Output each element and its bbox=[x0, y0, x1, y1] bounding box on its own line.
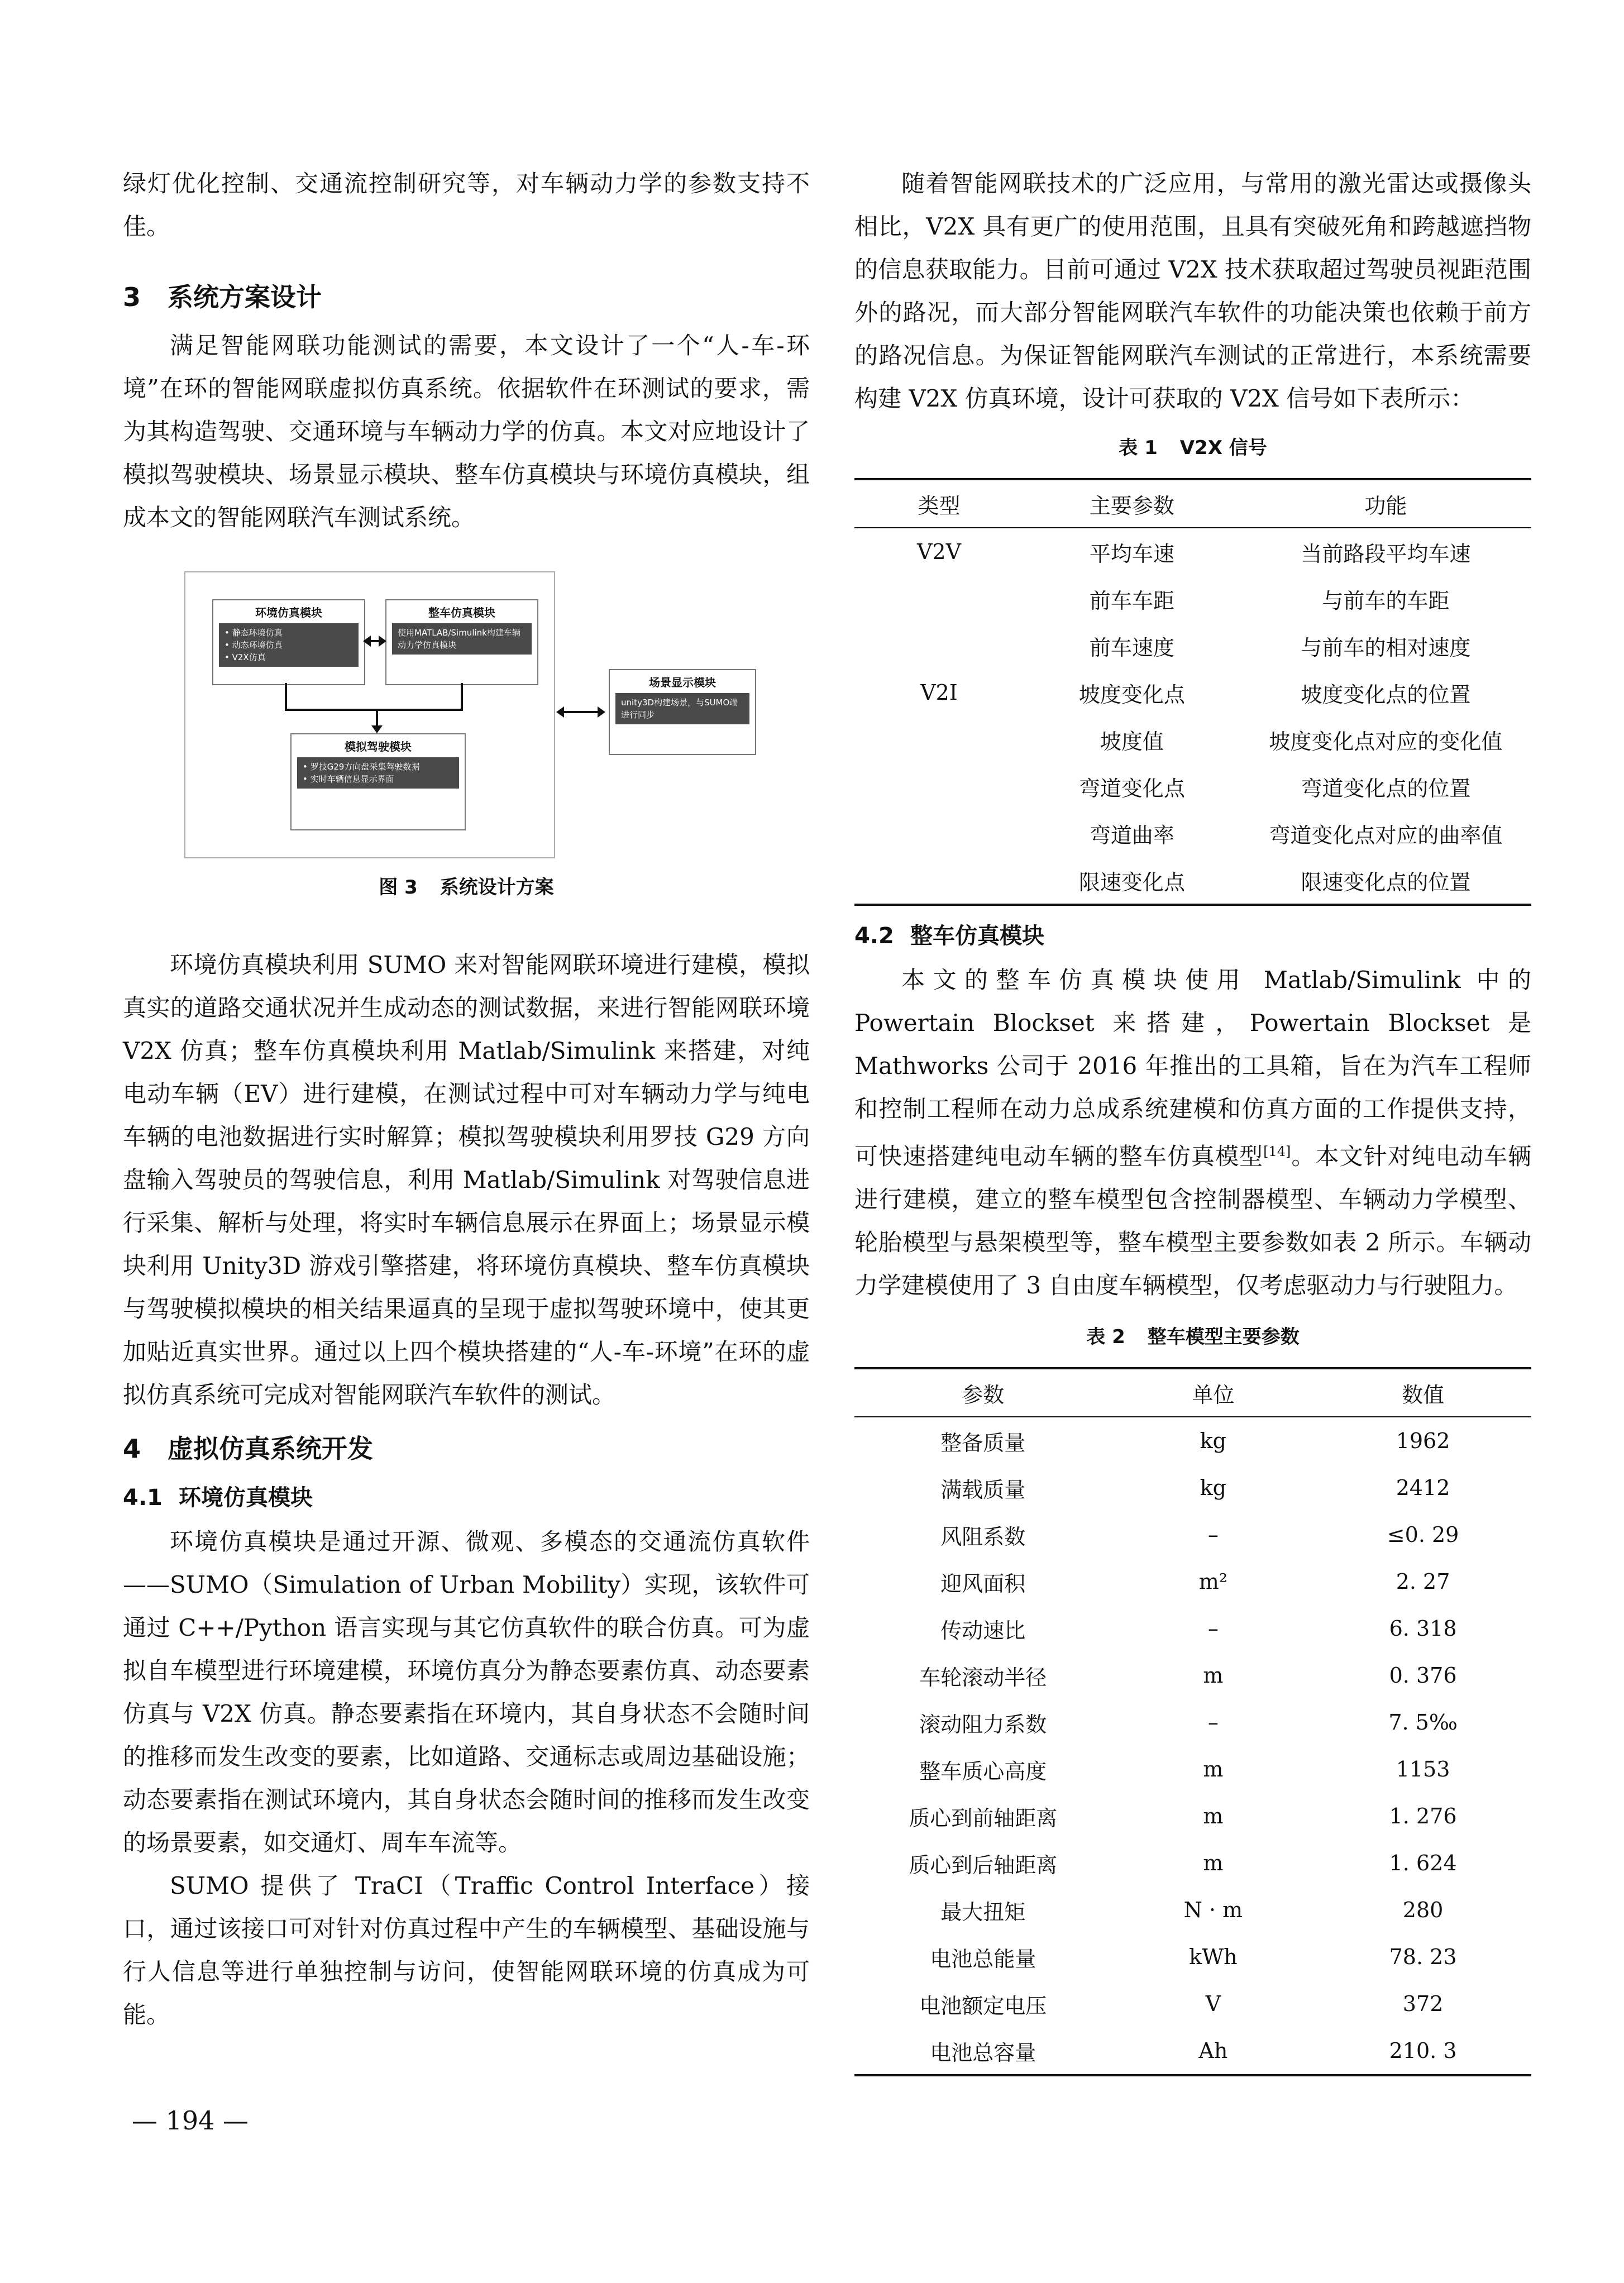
table-cell: V2I bbox=[920, 680, 958, 705]
arrow-frame-scene bbox=[564, 711, 598, 713]
subsection-number: 4.1 bbox=[123, 1485, 163, 1511]
section-title: 虚拟仿真系统开发 bbox=[168, 1434, 373, 1464]
table-cell bbox=[854, 763, 1024, 810]
table-row bbox=[854, 1511, 1531, 1558]
env-sim-box bbox=[212, 599, 365, 685]
table-cell: 满载质量 bbox=[940, 1477, 1026, 1502]
section-title: 系统方案设计 bbox=[168, 282, 322, 312]
env-sim-title: 环境仿真模块 bbox=[255, 606, 322, 619]
table-cell: – bbox=[1207, 1710, 1219, 1735]
table-cell: 与前车的相对速度 bbox=[1301, 635, 1471, 660]
table-cell: 坡度变化点 bbox=[1078, 682, 1185, 707]
table-cell: 2412 bbox=[1396, 1475, 1450, 1500]
v2x-paragraph: 随着智能网联技术的广泛应用，与常用的激光雷达或摄像头相比，V2X 具有更广的使用范围，且具有突破死角和跨越遮挡物的信息获取能力。目前可通过 V2X 技术获取超过驾驶员视距范围外的路况，而大部分智能网联汽车软件的功能决策也依赖于前方的路况信息。为保证智能网联汽车测试的正常进行，本系统需要构建 V2X 仿真环境，设计可获取的 V2X 信号如下表所示： bbox=[854, 170, 1531, 412]
table-caption-text: 整车模型主要参数 bbox=[1147, 1326, 1300, 1348]
table-cell: 电池总能量 bbox=[930, 1946, 1037, 1971]
connector-veh-down bbox=[461, 683, 463, 710]
arrowhead-left bbox=[556, 706, 564, 718]
table-row bbox=[854, 1793, 1531, 1840]
table-cell: ≤0. 29 bbox=[1387, 1522, 1459, 1547]
section-3-heading bbox=[123, 270, 810, 324]
table-cell bbox=[854, 810, 1024, 857]
table-row bbox=[854, 622, 1531, 669]
table-cell bbox=[854, 575, 1024, 622]
table-cell: 0. 376 bbox=[1389, 1663, 1457, 1688]
table-cell: m² bbox=[1198, 1569, 1227, 1594]
table-row bbox=[854, 1605, 1531, 1652]
table-row bbox=[854, 1933, 1531, 1980]
modules-paragraph: 环境仿真模块利用 SUMO 来对智能网联环境进行建模，模拟真实的道路交通状况并生成动态的测试数据，来进行智能网联环境 V2X 仿真；整车仿真模块利用 Matlab/Simulink 来搭建，对纯电动车辆（EV）进行建模，在测试过程中可对车辆动力学与纯电车辆的电池数据进行实时解算；模拟驾驶模块利用罗技 G29 方向盘输入驾驶员的驾驶信息，利用 Matlab/Simulink 对驾驶信息进行采集、解析与处理，将实时车辆信息展示在界面上；场景显示模块利用 Unity3D 游戏引擎搭建，将环境仿真模块、整车仿真模块与驾驶模拟模块的相关结果逼真的呈现于虚拟驾驶环境中，使其更加贴近真实世界。通过以上四个模块搭建的“人-车-环境”在环的虚拟仿真系统可完成对智能网联汽车软件的测试。 bbox=[123, 951, 810, 1408]
table-cell: 最大扭矩 bbox=[940, 1899, 1026, 1924]
table-cell: 限速变化点的位置 bbox=[1301, 870, 1471, 895]
table-cell: 电池总容量 bbox=[930, 2040, 1037, 2065]
table-row bbox=[854, 528, 1531, 575]
table-cell: 弯道变化点 bbox=[1078, 776, 1185, 801]
table-header-cell: 数值 bbox=[1402, 1382, 1445, 1407]
table-row bbox=[854, 1746, 1531, 1793]
connector-env-down bbox=[285, 683, 287, 710]
table-cell: 坡度变化点对应的变化值 bbox=[1269, 729, 1503, 754]
table-cell: 78. 23 bbox=[1389, 1945, 1457, 1969]
arrowhead-right bbox=[379, 636, 386, 647]
table-header-row bbox=[854, 479, 1531, 528]
section-4-heading bbox=[123, 1422, 810, 1475]
table-cell: Ah bbox=[1198, 2038, 1228, 2063]
figure-caption-number: 图 3 bbox=[379, 876, 418, 899]
table-row bbox=[854, 1886, 1531, 1933]
table-cell: 1153 bbox=[1396, 1757, 1450, 1781]
env-item: • V2X仿真 bbox=[225, 652, 266, 662]
drive-item: • 罗技G29方向盘采集驾驶数据 bbox=[303, 762, 420, 772]
section-3-paragraph: 满足智能网联功能测试的需要，本文设计了一个“人-车-环境”在环的智能网联虚拟仿真系统。依据软件在环测试的要求，需为其构造驾驶、交通环境与车辆动力学的仿真。本文对应地设计了模拟驾驶模块、场景显示模块、整车仿真模块与环境仿真模块，组成本文的智能网联汽车测试系统。 bbox=[123, 332, 810, 531]
table-cell: 限速变化点 bbox=[1078, 870, 1185, 895]
table-cell: 坡度值 bbox=[1100, 729, 1164, 754]
table-cell: 弯道曲率 bbox=[1089, 823, 1174, 848]
table-row bbox=[854, 2027, 1531, 2075]
table-header-cell: 功能 bbox=[1364, 493, 1407, 518]
table-cell: 210. 3 bbox=[1389, 2038, 1457, 2063]
table-header-cell: 单位 bbox=[1192, 1382, 1235, 1407]
table-cell bbox=[854, 622, 1024, 669]
table-cell: 与前车的车距 bbox=[1322, 588, 1450, 613]
table-cell: N · m bbox=[1183, 1898, 1243, 1922]
table-cell: 传动速比 bbox=[940, 1618, 1026, 1643]
vehicle-sim-title: 整车仿真模块 bbox=[428, 606, 495, 619]
table-caption-number: 表 2 bbox=[1086, 1326, 1125, 1348]
table-row bbox=[854, 763, 1531, 810]
table-row bbox=[854, 1558, 1531, 1605]
subsection-4-1-heading bbox=[123, 1475, 810, 1520]
table-cell: 弯道变化点对应的曲率值 bbox=[1269, 823, 1503, 848]
citation: [14] bbox=[1263, 1144, 1291, 1159]
connector-drive-up bbox=[376, 709, 378, 728]
table-row bbox=[854, 716, 1531, 763]
vehicle-sim-box bbox=[385, 599, 538, 685]
table-cell: 2. 27 bbox=[1396, 1569, 1450, 1594]
page-number: — 194 — bbox=[132, 2105, 249, 2136]
table-cell: kg bbox=[1200, 1429, 1227, 1453]
table-cell: 坡度变化点的位置 bbox=[1301, 682, 1471, 707]
table-row bbox=[854, 810, 1531, 857]
table-cell: 风阻系数 bbox=[940, 1524, 1026, 1549]
table-caption-text: V2X 信号 bbox=[1179, 437, 1267, 459]
table-vehicle-parameters bbox=[854, 1367, 1531, 2076]
subsection-4-2-heading bbox=[854, 914, 1531, 958]
vehicle-sim-text-a: 本文的整车仿真模块使用 Matlab/Simulink 中的 Powertain Blockset 来搭建，Powertain Blockset 是 Mathworks 公司于 2016 年推出的工具箱，旨在为汽车工程师和控制工程师在动力总成系统建模和仿真方面的工作提供支持，可快速搭建纯电动车辆的整车仿真模型 bbox=[854, 966, 1531, 1170]
arrowhead-down bbox=[371, 725, 383, 733]
table-row bbox=[854, 1417, 1531, 1464]
table-row bbox=[854, 669, 1531, 716]
table-row bbox=[854, 1464, 1531, 1511]
section-number: 4 bbox=[123, 1434, 141, 1464]
table-row bbox=[854, 1699, 1531, 1746]
table-cell: 280 bbox=[1402, 1898, 1444, 1922]
section-number: 3 bbox=[123, 282, 141, 312]
table-cell: 平均车速 bbox=[1089, 541, 1174, 566]
table-cell: kWh bbox=[1189, 1945, 1238, 1969]
drive-item: • 实时车辆信息显示界面 bbox=[303, 774, 394, 784]
table-cell: 7. 5‰ bbox=[1388, 1710, 1458, 1735]
table-caption-number: 表 1 bbox=[1119, 437, 1158, 459]
table-cell: 1. 624 bbox=[1389, 1851, 1457, 1875]
table-cell: kg bbox=[1200, 1475, 1227, 1500]
table-cell: 前车车距 bbox=[1089, 588, 1174, 613]
vehicle-sim-body: 使用MATLAB/Simulink构建车辆动力学仿真模块 bbox=[392, 623, 532, 655]
table-header-cell: 类型 bbox=[918, 493, 961, 518]
table-cell: 当前路段平均车速 bbox=[1301, 541, 1471, 566]
table-cell: 车轮滚动半径 bbox=[919, 1665, 1047, 1690]
table-cell: V bbox=[1205, 1991, 1221, 2016]
table-cell bbox=[854, 857, 1024, 905]
table-row bbox=[854, 1652, 1531, 1699]
table-row bbox=[854, 857, 1531, 905]
figure-system-design bbox=[123, 571, 810, 856]
right-column bbox=[854, 162, 1531, 2076]
table-cell: 6. 318 bbox=[1389, 1616, 1457, 1641]
table-cell: 整车质心高度 bbox=[919, 1759, 1047, 1784]
table-cell: 滚动阻力系数 bbox=[919, 1712, 1047, 1737]
table-cell: 1. 276 bbox=[1389, 1804, 1457, 1828]
scene-display-box bbox=[609, 669, 756, 755]
table-row bbox=[854, 575, 1531, 622]
table-cell: 整备质量 bbox=[940, 1430, 1026, 1455]
table-cell: 前车速度 bbox=[1089, 635, 1174, 660]
table-cell: 迎风面积 bbox=[940, 1571, 1026, 1596]
subsection-title: 整车仿真模块 bbox=[910, 923, 1044, 949]
table-body bbox=[854, 1417, 1531, 2075]
table-cell: 372 bbox=[1402, 1991, 1444, 2016]
table-header-cell: 主要参数 bbox=[1089, 493, 1174, 518]
scene-display-title: 场景显示模块 bbox=[649, 676, 716, 689]
table-cell: 1962 bbox=[1396, 1429, 1450, 1453]
env-item: • 动态环境仿真 bbox=[225, 640, 283, 650]
env-item: • 静态环境仿真 bbox=[225, 628, 283, 638]
subsection-title: 环境仿真模块 bbox=[179, 1485, 313, 1511]
table-cell bbox=[854, 716, 1024, 763]
figure-caption bbox=[123, 871, 810, 904]
table-cell: 电池额定电压 bbox=[919, 1993, 1047, 2018]
table-row bbox=[854, 1840, 1531, 1886]
table-cell: – bbox=[1207, 1616, 1219, 1641]
figure-caption-text: 系统设计方案 bbox=[440, 876, 554, 899]
table-cell: m bbox=[1203, 1804, 1224, 1828]
table-cell: m bbox=[1203, 1663, 1224, 1688]
scene-display-body: unity3D构建场景，与SUMO端进行同步 bbox=[615, 693, 749, 724]
table-cell: V2V bbox=[916, 539, 962, 564]
table-cell: 弯道变化点的位置 bbox=[1301, 776, 1471, 801]
driving-sim-box bbox=[290, 733, 466, 830]
table-cell: 质心到后轴距离 bbox=[909, 1852, 1058, 1878]
driving-sim-title: 模拟驾驶模块 bbox=[345, 740, 412, 753]
vehicle-sim-paragraph bbox=[854, 958, 1531, 1307]
arrowhead-right bbox=[598, 706, 605, 718]
arrowhead-left bbox=[363, 636, 371, 647]
table-cell: m bbox=[1203, 1757, 1224, 1781]
table-header-cell: 参数 bbox=[962, 1382, 1005, 1407]
table-row bbox=[854, 1980, 1531, 2027]
table-cell: m bbox=[1203, 1851, 1224, 1875]
env-sim-list bbox=[219, 623, 359, 667]
table-v2x-signals bbox=[854, 478, 1531, 906]
table-header-row bbox=[854, 1368, 1531, 1417]
intro-paragraph: 绿灯优化控制、交通流控制研究等，对车辆动力学的参数支持不佳。 bbox=[123, 170, 810, 240]
table-cell: 质心到前轴距离 bbox=[909, 1806, 1058, 1831]
table-2-caption bbox=[854, 1320, 1531, 1354]
table-cell: – bbox=[1207, 1522, 1219, 1547]
table-1-caption bbox=[854, 431, 1531, 465]
left-column bbox=[123, 162, 810, 2036]
env-sim-paragraph: 环境仿真模块是通过开源、微观、多模态的交通流仿真软件——SUMO（Simulation of Urban Mobility）实现，该软件可通过 C++/Python 语言实现与其它仿真软件的联合仿真。可为虚拟自车模型进行环境建模，环境仿真分为静态要素仿真、动态要素仿真与 V2X 仿真。静态要素指在环境内，其自身状态不会随时间的推移而发生改变的要素，比如道路、交通标志或周边基础设施；动态要素指在测试环境内，其自身状态会随时间的推移而发生改变的场景要素，如交通灯、周车车流等。 bbox=[123, 1528, 810, 1856]
sumo-paragraph: SUMO 提供了 TraCI（Traffic Control Interface）接口，通过该接口可对针对仿真过程中产生的车辆模型、基础设施与行人信息等进行单独控制与访问，使智能网联环境的仿真成为可能。 bbox=[123, 1872, 810, 2028]
driving-sim-list bbox=[297, 757, 459, 789]
subsection-number: 4.2 bbox=[854, 923, 894, 949]
connector-horizontal bbox=[285, 709, 463, 711]
vehicle-sim-text-b: 。本文针对纯电动车辆进行建模，建立的整车模型包含控制器模型、车辆动力学模型、轮胎模型与悬架模型等，整车模型主要参数如表 2 所示。车辆动力学建模使用了 3 自由度车辆模型，仅考虑驱动力与行驶阻力。 bbox=[854, 1143, 1531, 1299]
